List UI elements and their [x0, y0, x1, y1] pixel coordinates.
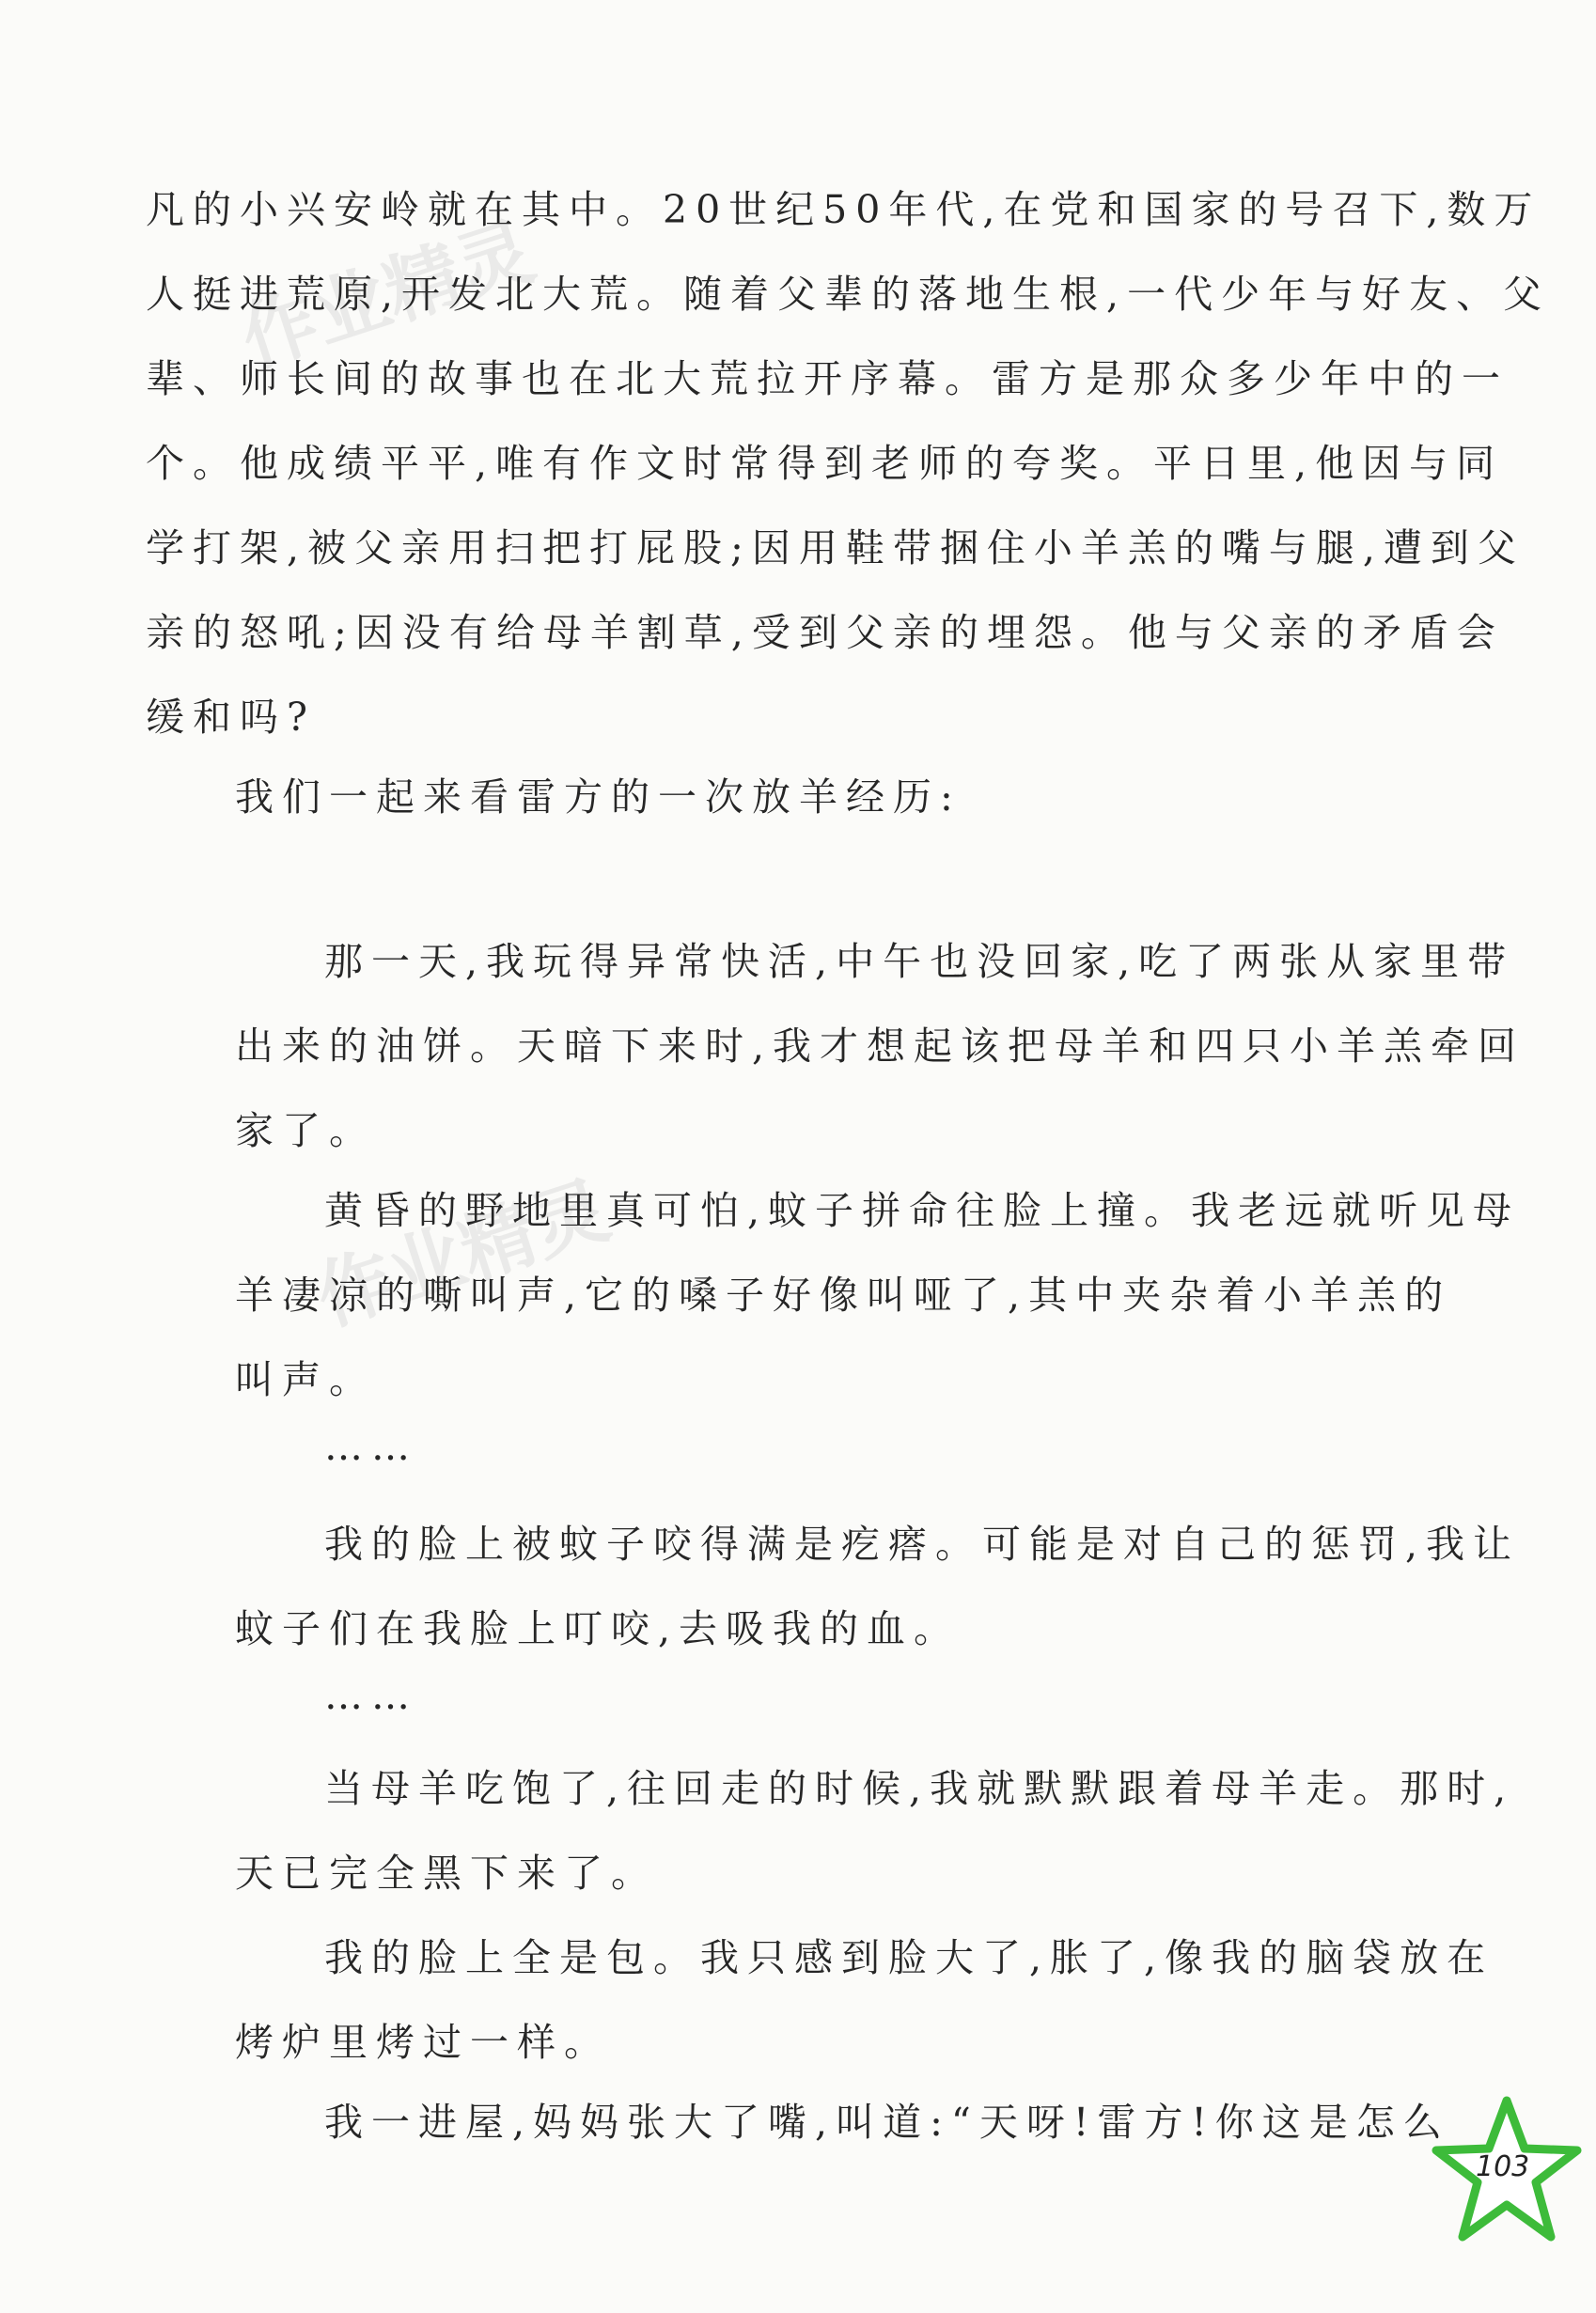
excerpt-line: 我的脸上被蚊子咬得满是疙瘩。可能是对自己的惩罚,我让	[324, 1522, 1521, 1567]
excerpt-line: 叫声。	[235, 1357, 376, 1402]
watermark: 作业精灵	[305, 1165, 619, 1342]
excerpt-line: 黄昏的野地里真可怕,蚊子拼命往脸上撞。我老远就听见母	[324, 1188, 1521, 1233]
excerpt-line: 我一进屋,妈妈张大了嘴,叫道:“天呀!雷方!你这是怎么	[324, 2100, 1450, 2145]
intro-line: 个。他成绩平平,唯有作文时常得到老师的夸奖。平日里,他因与同	[146, 441, 1504, 486]
excerpt-line: 天已完全黑下来了。	[235, 1851, 658, 1896]
excerpt-line: 那一天,我玩得异常快活,中午也没回家,吃了两张从家里带	[324, 939, 1515, 984]
excerpt-line: 我的脸上全是包。我只感到脸大了,胀了,像我的脑袋放在	[324, 1935, 1494, 1980]
intro-line: 缓和吗?	[146, 695, 316, 740]
excerpt-line: 羊凄凉的嘶叫声,它的嗓子好像叫哑了,其中夹杂着小羊羔的	[235, 1273, 1452, 1318]
excerpt-line: 当母羊吃饱了,往回走的时候,我就默默跟着母羊走。那时,	[324, 1766, 1515, 1811]
excerpt-line: 烤炉里烤过一样。	[235, 2020, 611, 2065]
intro-line: 学打架,被父亲用扫把打屁股;因用鞋带捆住小羊羔的嘴与腿,遭到父	[146, 525, 1525, 570]
excerpt-line: 家了。	[235, 1108, 376, 1153]
ellipsis: ……	[324, 1424, 418, 1469]
lead-in-line: 我们一起来看雷方的一次放羊经历:	[235, 774, 962, 820]
page-number: 103	[1476, 2150, 1530, 2183]
intro-line: 辈、师长间的故事也在北大荒拉开序幕。雷方是那众多少年中的一	[146, 356, 1509, 401]
intro-line: 亲的怒吼;因没有给母羊割草,受到父亲的埋怨。他与父亲的矛盾会	[146, 610, 1504, 655]
watermark: 作业精灵	[230, 207, 544, 383]
ellipsis: ……	[324, 1673, 418, 1718]
excerpt-line: 蚊子们在我脸上叮咬,去吸我的血。	[235, 1606, 962, 1651]
page-number-badge	[1427, 2096, 1587, 2246]
excerpt-line: 出来的油饼。天暗下来时,我才想起该把母羊和四只小羊羔牵回	[235, 1024, 1526, 1069]
intro-line: 凡的小兴安岭就在其中。20世纪50年代,在党和国家的号召下,数万	[146, 187, 1541, 232]
intro-line: 人挺进荒原,开发北大荒。随着父辈的落地生根,一代少年与好友、父	[146, 272, 1551, 317]
